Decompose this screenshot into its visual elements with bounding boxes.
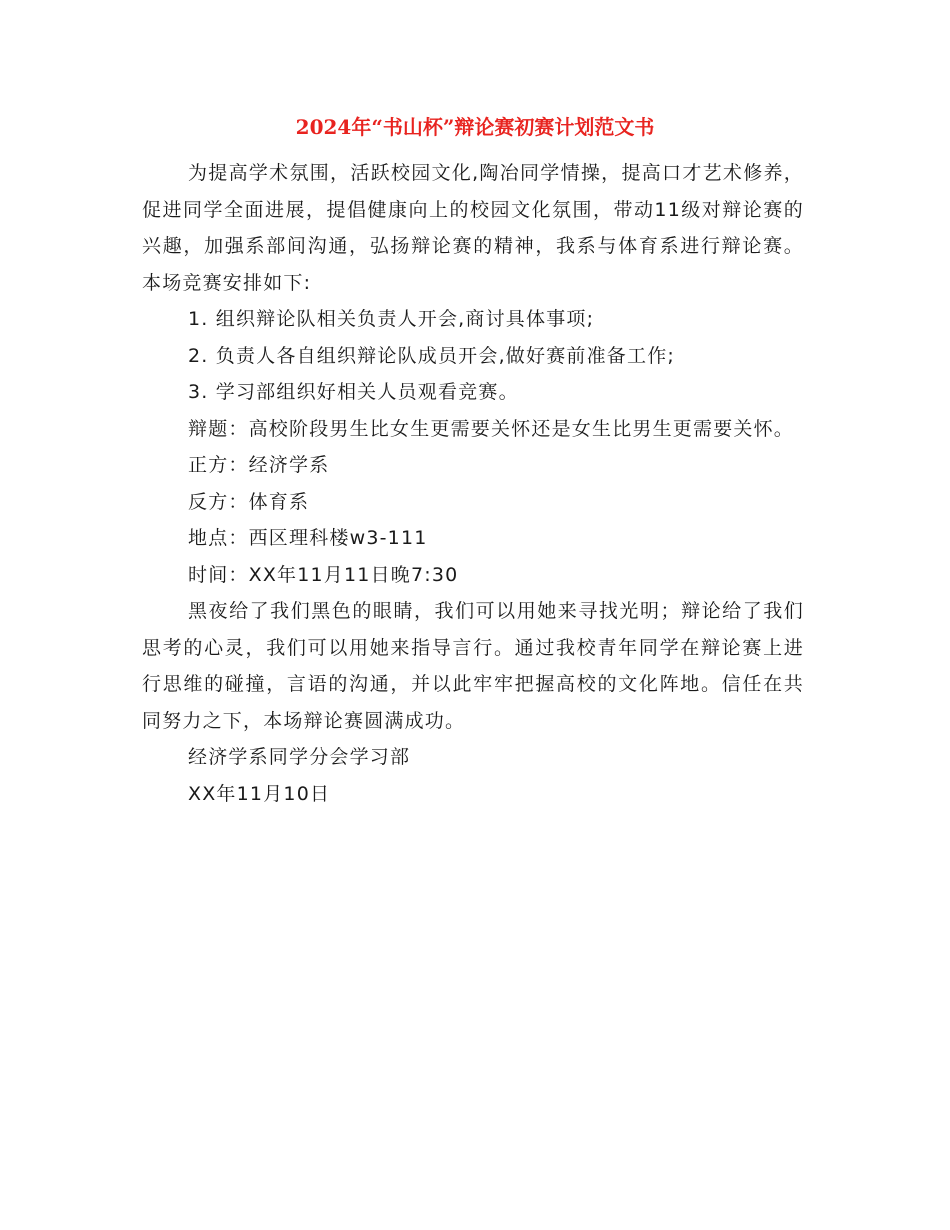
- list-item-2: 2. 负责人各自组织辩论队成员开会,做好赛前准备工作;: [188, 344, 676, 367]
- debate-topic: 辩题：高校阶段男生比女生更需要关怀还是女生比男生更需要关怀。: [188, 417, 795, 440]
- closing-paragraph: 黑夜给了我们黑色的眼睛，我们可以用她来寻找光明；辩论给了我们思考的心灵，我们可以用她来指导言行。通过我校青年同学在辩论赛上进行思维的碰撞，言语的沟通，并以此牢牢把握高校的文化阵地。信任在共同努力之下，本场辩论赛圆满成功。: [142, 600, 804, 732]
- list-item-3: 3. 学习部组织好相关人员观看竞赛。: [188, 381, 519, 403]
- negative-side: 反方：体育系: [188, 490, 310, 513]
- list-item-1: 1. 组织辩论队相关负责人开会,商讨具体事项;: [188, 308, 595, 330]
- location-line: 地点：西区理科楼w3-111: [188, 527, 428, 549]
- time-line: 时间：XX年11月11日晚7:30: [188, 563, 459, 586]
- document-title: 2024年“书山杯”辩论赛初赛计划范文书: [295, 115, 655, 139]
- intro-paragraph: 为提高学术氛围，活跃校园文化,陶冶同学情操，提高口才艺术修养，促进同学全面进展，提倡健康向上的校园文化氛围，带动11级对辩论赛的兴趣，加强系部间沟通，弘扬辩论赛的精神，我系与体育系进行辩论赛。本场竞赛安排如下:: [142, 162, 804, 294]
- affirmative-side: 正方：经济学系: [188, 454, 330, 476]
- date-line: XX年11月10日: [188, 782, 331, 805]
- signature-line: 经济学系同学分会学习部: [188, 746, 411, 768]
- document-body: [142, 155, 804, 812]
